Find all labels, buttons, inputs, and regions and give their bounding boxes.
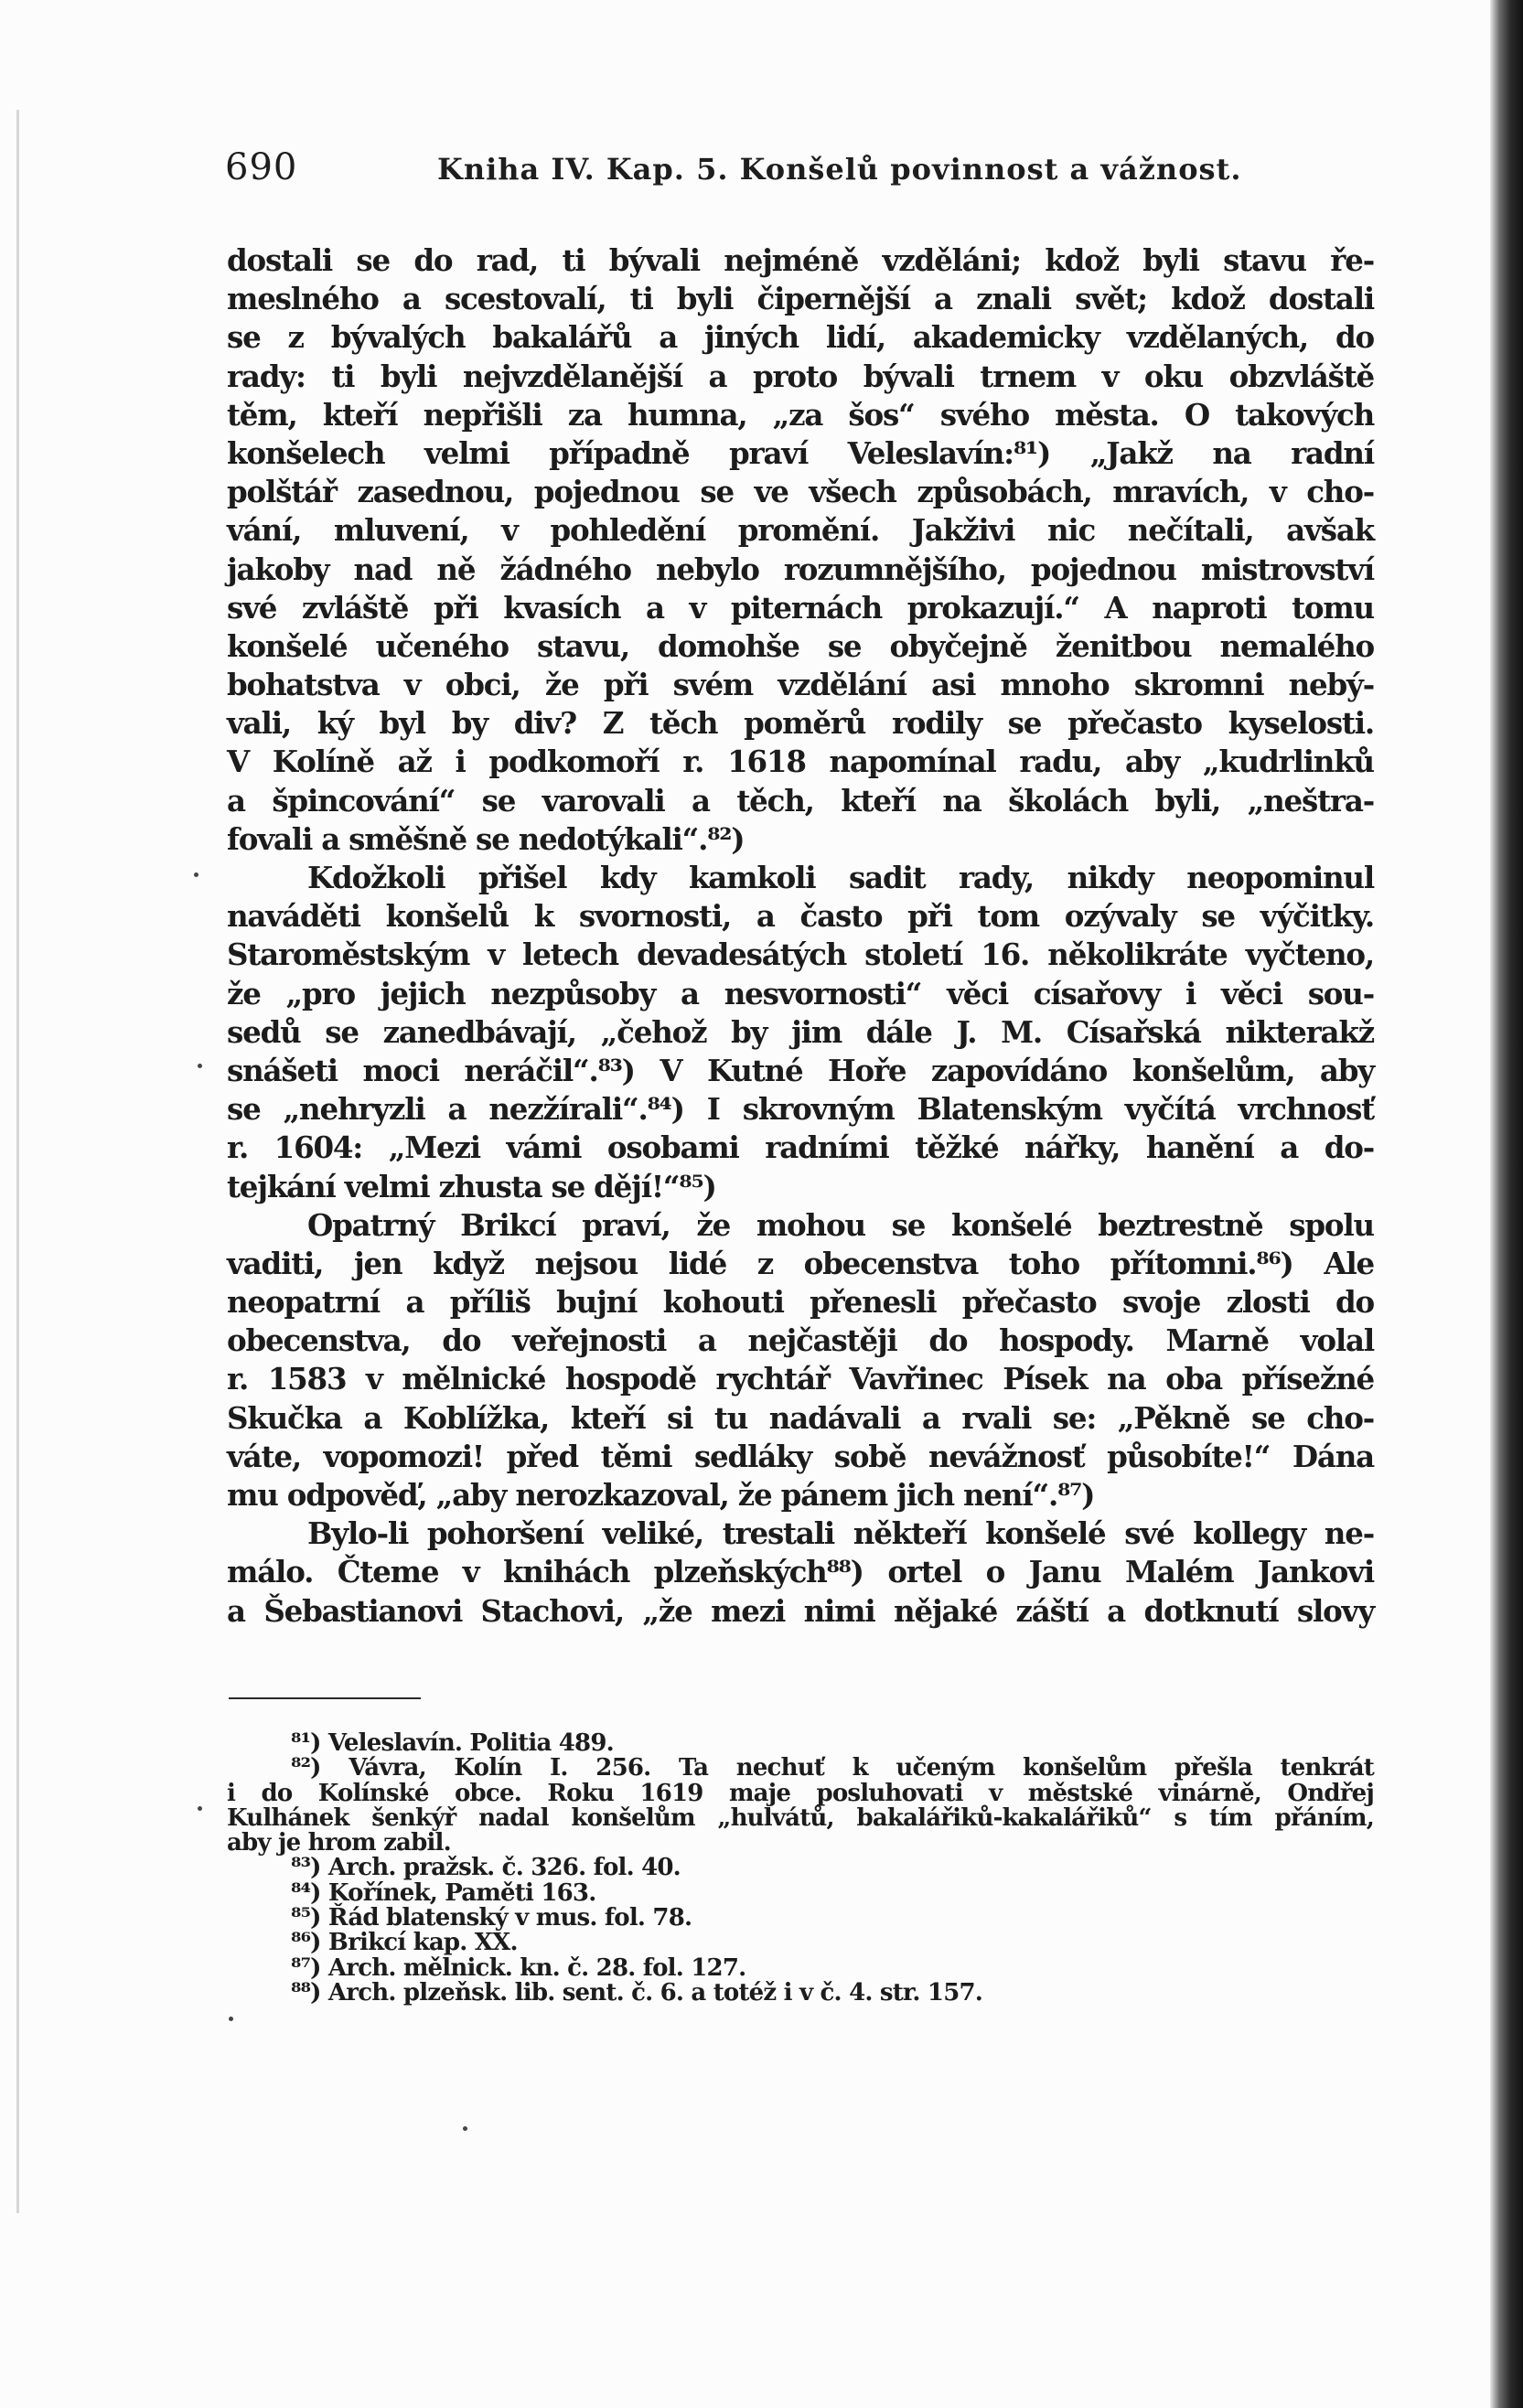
text-line: r. 1604: „Mezi vámi osobami radními těžké nářky, hanění a do-	[227, 1129, 1374, 1166]
footnote-line: ⁸²) Vávra, Kolín I. 256. Ta nechuť k učeným konšelům přešla tenkrát	[291, 1754, 1374, 1782]
paragraph-start-line: Bylo-li pohoršení veliké, trestali někteří konšelé své kollegy ne-	[307, 1515, 1374, 1552]
footnote-separator	[229, 1697, 421, 1699]
text-line: se z bývalých bakalářů a jiných lidí, akademicky vzdělaných, do	[227, 319, 1374, 356]
text-line: a Šebastianovi Stachovi, „že mezi nimi nějaké záští a dotknutí slovy	[227, 1592, 1374, 1629]
text-line: vali, ký byl by div? Z těch poměrů rodily se přečasto kyselosti.	[227, 705, 1374, 742]
scan-speck	[198, 1064, 202, 1068]
text-line: r. 1583 v mělnické hospodě rychtář Vavřinec Písek na oba přísežné	[227, 1361, 1374, 1397]
text-line: konšelé učeného stavu, domohše se obyčejně ženitbou nemalého	[227, 627, 1374, 664]
text-line: konšelech velmi případně praví Veleslavín:⁸¹) „Jakž na radní	[227, 434, 1374, 471]
text-line: sedů se zanedbávají, „čehož by jim dále J. M. Císařská nikterakž	[227, 1013, 1374, 1050]
footnote-line: aby je hrom zabil.	[227, 1829, 451, 1857]
footnote-line: ⁸¹) Veleslavín. Politia 489.	[291, 1729, 614, 1757]
text-line: vání, mluvení, v pohledění promění. Jakživi nic nečítali, avšak	[227, 512, 1374, 549]
text-line: že „pro jejich nezpůsoby a nesvornosti“ věci císařovy i věci sou-	[227, 975, 1374, 1011]
text-line: těm, kteří nepřišli za humna, „za šos“ svého města. O takových	[227, 396, 1374, 433]
text-line: V Kolíně až i podkomoří r. 1618 napomínal radu, aby „kudrlinků	[227, 744, 1374, 780]
scan-edge-right	[1490, 0, 1523, 2408]
paragraph-end-line: tejkání velmi zhusta se dějí!“⁸⁵)	[227, 1168, 716, 1204]
scan-speck	[194, 872, 198, 877]
footnote-line: ⁸³) Arch. pražsk. č. 326. fol. 40.	[291, 1854, 681, 1882]
text-line: Staroměstským v letech devadesátých století 16. několikráte vyčteno,	[227, 936, 1374, 973]
text-line: dostali se do rad, ti bývali nejméně vzděláni; kdož byli stavu ře-	[227, 242, 1374, 278]
text-line: a špincování“ se varovali a těch, kteří na školách byli, „neštra-	[227, 782, 1374, 819]
text-line: neopatrní a příliš bujní kohouti přenesli přečasto svoje zlosti do	[227, 1284, 1374, 1321]
paragraph-start-line: Kdožkoli přišel kdy kamkoli sadit rady, nikdy neopominul	[307, 860, 1374, 895]
scan-speck	[463, 2126, 467, 2131]
text-line: rady: ti byli nejvzdělanější a proto bývali trnem v oku obzvláště	[227, 358, 1374, 394]
text-line: málo. Čteme v knihách plzeňských⁸⁸) ortel o Janu Malém Jankovi	[227, 1554, 1374, 1590]
text-line: Skučka a Koblížka, kteří si tu nadávali a rvali se: „Pěkně se cho-	[227, 1399, 1374, 1436]
text-line: jakoby nad ně žádného nebylo rozumnějšího, pojednou mistrovství	[227, 551, 1374, 587]
text-line: váte, vopomozi! před těmi sedláky sobě nevážnosť působíte!“ Dána	[227, 1438, 1374, 1474]
footnotes	[227, 1731, 1374, 2006]
text-line: bohatstva v obci, že při svém vzdělání asi mnoho skromni nebý-	[227, 667, 1374, 703]
main-text	[227, 241, 1374, 1631]
page-header	[225, 144, 1378, 190]
text-line: vaditi, jen když nejsou lidé z obecenstva toho přítomni.⁸⁶) Ale	[227, 1245, 1374, 1281]
text-line: se „nehryzli a nezžírali“.⁸⁴) I skrovným Blatenským vyčítá vrchnosť	[227, 1091, 1374, 1128]
text-line: své zvláště při kvasích a v piternách prokazují.“ A naproti tomu	[227, 589, 1374, 626]
footnote-line: ⁸⁷) Arch. mělnick. kn. č. 28. fol. 127.	[291, 1953, 746, 1982]
text-line: polštář zasednou, pojednou se ve všech způsobách, mravích, v cho-	[227, 474, 1374, 510]
footnote-line: i do Kolínské obce. Roku 1619 maje posluhovati v městské vinárně, Ondřej	[227, 1779, 1374, 1807]
text-line: snášeti moci neráčil“.⁸³) V Kutné Hoře zapovídáno konšelům, aby	[227, 1052, 1374, 1088]
page-number: 690	[225, 146, 298, 188]
paragraph-start-line: Opatrný Brikcí praví, že mohou se konšelé beztrestně spolu	[307, 1206, 1374, 1243]
paragraph-end-line: fovali a směšně se nedotýkali“.⁸²)	[227, 820, 745, 857]
paragraph-end-line: mu odpověď, „aby nerozkazoval, že pánem jich není“.⁸⁷)	[227, 1477, 1095, 1513]
text-line: meslného a scestovalí, ti byli čipernější a znali svět; kdož dostali	[227, 281, 1374, 317]
scan-speck	[229, 2017, 233, 2021]
footnote-line: ⁸⁴) Kořínek, Paměti 163.	[291, 1878, 596, 1907]
running-head: Kniha IV. Kap. 5. Konšelů povinnost a vážnost.	[437, 152, 1242, 187]
text-line: obecenstva, do veřejnosti a nejčastěji do hospody. Marně volal	[227, 1322, 1374, 1359]
scan-edge-left	[16, 110, 19, 2213]
text-line: naváděti konšelů k svornosti, a často při tom ozývaly se výčitky.	[227, 898, 1374, 935]
footnote-line: Kulhánek šenkýř nadal konšelům „hulvátů, bakalářiků-kakalářiků“ s tím přáním,	[227, 1803, 1374, 1832]
footnote-line: ⁸⁶) Brikcí kap. XX.	[291, 1929, 518, 1957]
scan-speck	[198, 1806, 202, 1811]
footnote-line: ⁸⁵) Řád blatenský v mus. fol. 78.	[291, 1904, 692, 1932]
footnote-line: ⁸⁸) Arch. plzeňsk. lib. sent. č. 6. a totéž i v č. 4. str. 157.	[291, 1978, 983, 2007]
